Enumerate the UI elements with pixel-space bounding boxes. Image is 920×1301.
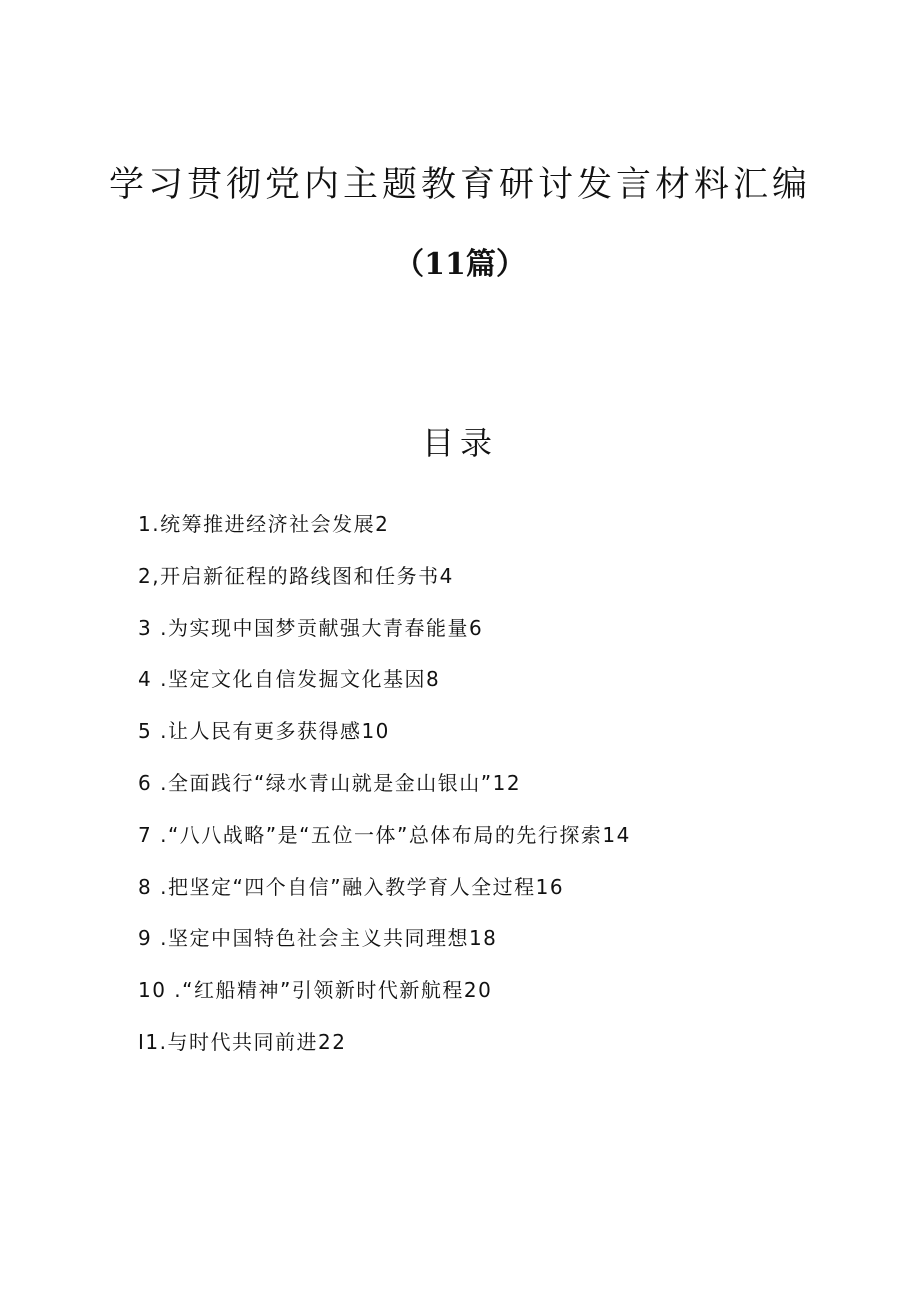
toc-item: 7 .“八八战略”是“五位一体”总体布局的先行探索14 bbox=[138, 822, 631, 847]
toc-item: I1.与时代共同前进22 bbox=[138, 1029, 347, 1054]
document-subtitle-count: （11篇） bbox=[394, 247, 526, 282]
toc-item: 5 .让人民有更多获得感10 bbox=[138, 719, 390, 744]
toc-item: 3 .为实现中国梦贡献强大青春能量6 bbox=[138, 615, 484, 640]
toc-item: 10 .“红船精神”引领新时代新航程20 bbox=[138, 978, 493, 1003]
table-of-contents bbox=[138, 504, 838, 1074]
toc-item: 2,开启新征程的路线图和任务书4 bbox=[138, 563, 454, 588]
toc-item: 1.统筹推进经济社会发展2 bbox=[138, 512, 390, 536]
toc-item: 8 .把坚定“四个自信”融入教学育人全过程16 bbox=[138, 874, 565, 899]
document-title: 学习贯彻党内主题教育研讨发言材料汇编 bbox=[108, 165, 811, 205]
table-of-contents-heading: 目录 bbox=[421, 424, 498, 462]
toc-item: 4 .坚定文化自信发掘文化基因8 bbox=[138, 667, 441, 692]
toc-item: 6 .全面践行“绿水青山就是金山银山”12 bbox=[138, 770, 522, 795]
toc-item: 9 .坚定中国特色社会主义共同理想18 bbox=[138, 926, 498, 951]
